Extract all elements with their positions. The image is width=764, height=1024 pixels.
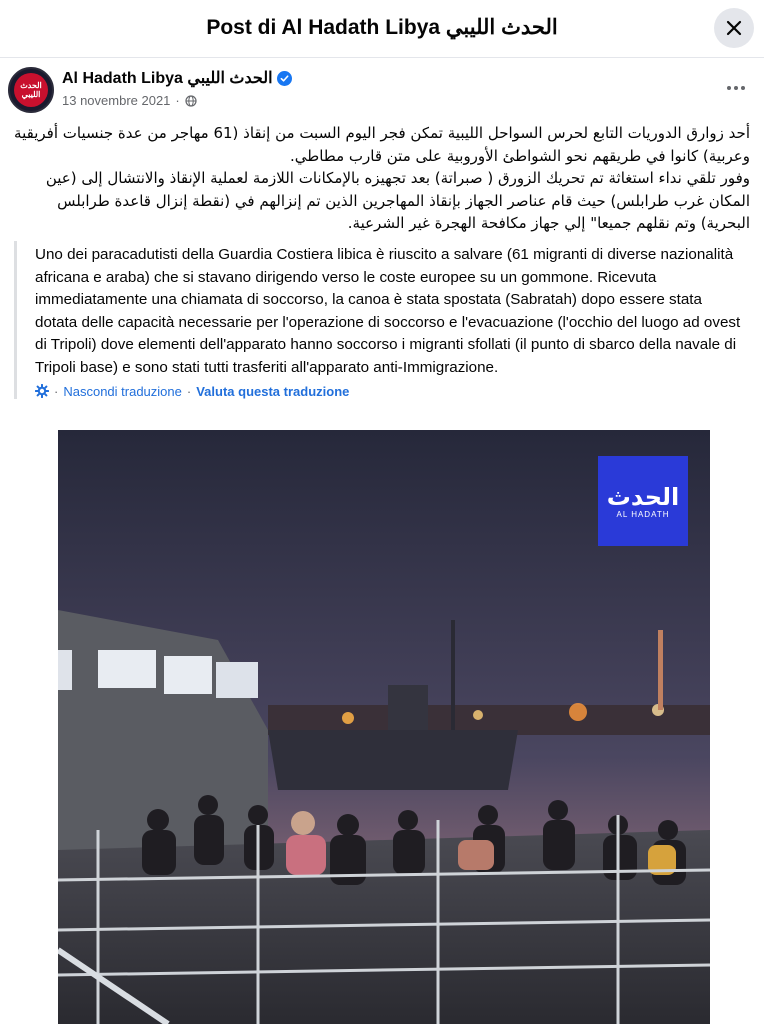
more-options-button[interactable] xyxy=(722,78,750,98)
page-name[interactable] xyxy=(62,68,292,88)
arabic-paragraph: أحد زوارق الدوريات التابع لحرس السواحل الليبية تمكن فجر اليوم السبت من إنقاذ (61 مهاجر من عدة جنسيات أفريقية وعربية) كانوا في طريقهم نحو الشواطئ الأوروبية على متن قارب مطاطي. xyxy=(14,124,750,165)
logo-text-en: AL HADATH xyxy=(616,509,670,519)
verified-badge-icon xyxy=(277,71,292,86)
separator-dot: · xyxy=(186,383,192,399)
gear-icon[interactable] xyxy=(35,384,49,398)
al-hadath-logo xyxy=(598,456,688,546)
post-text-arabic xyxy=(14,122,750,235)
logo-text-ar: الحدث xyxy=(606,482,680,511)
page-avatar[interactable] xyxy=(8,67,54,113)
more-dot-icon xyxy=(734,86,738,90)
post-photo[interactable] xyxy=(58,430,710,1024)
globe-icon xyxy=(185,95,197,107)
post-meta xyxy=(62,93,197,108)
translation-text: Uno dei paracadutisti della Guardia Costiera libica è riuscito a salvare (61 migranti di diverse nazionalità africana e araba) che si stavano dirigendo verso le coste europee su un gommone. Ricevuta immediatamente una chiamata di soccorso, la canoa è stata spostata (Sabratah) dopo essere stata dotata delle capacità necessarie per l'operazione di soccorso e l'evacuazione (l'occhio del luogo ad ovest di Tripoli) dove elementi dell'apparato hanno soccorso i migranti sfollati (il punto di sbarco della navale di Tripoli base) e sono stati tutti trasferiti all'apparato anti-Immigrazione. xyxy=(35,246,741,376)
separator-dot: · xyxy=(54,383,59,399)
hide-translation-link[interactable]: Nascondi traduzione xyxy=(63,383,182,399)
avatar-logo xyxy=(14,73,48,107)
meta-separator: · xyxy=(175,93,180,108)
modal-header xyxy=(0,0,764,58)
post-date[interactable]: 13 novembre 2021 xyxy=(62,93,171,108)
rate-translation-link[interactable]: Valuta questa traduzione xyxy=(196,383,350,399)
close-icon[interactable] xyxy=(726,20,742,36)
modal-title: Post di Al Hadath Libya الحدث الليبي xyxy=(206,16,558,39)
more-dot-icon xyxy=(727,86,731,90)
photo-area xyxy=(0,430,764,1024)
translation-block xyxy=(14,241,748,399)
arabic-paragraph: وفور تلقي نداء استغاثة تم تحريك الزورق ( صبراتة) بعد تجهيزه بالإمكانات اللازمة لعملية الإنقاذ والانتشال إلى (عين المكان غرب طرابلس) حيث قام عناصر الجهاز بإنقاذ المهاجرين الذين تم إنزالهم في (نقطة إنزال قاعدة طرابلس البحرية) وتم نقلهم جميعا" إلي جهاز مكافحة الهجرة غير الشرعية. xyxy=(45,169,750,232)
page-name-text[interactable]: Al Hadath Libya الحدث الليبي xyxy=(62,70,273,87)
close-button[interactable] xyxy=(714,8,754,48)
translation-links xyxy=(35,384,748,399)
avatar-text: الحدث الليبي xyxy=(20,81,42,99)
more-dot-icon xyxy=(741,86,745,90)
